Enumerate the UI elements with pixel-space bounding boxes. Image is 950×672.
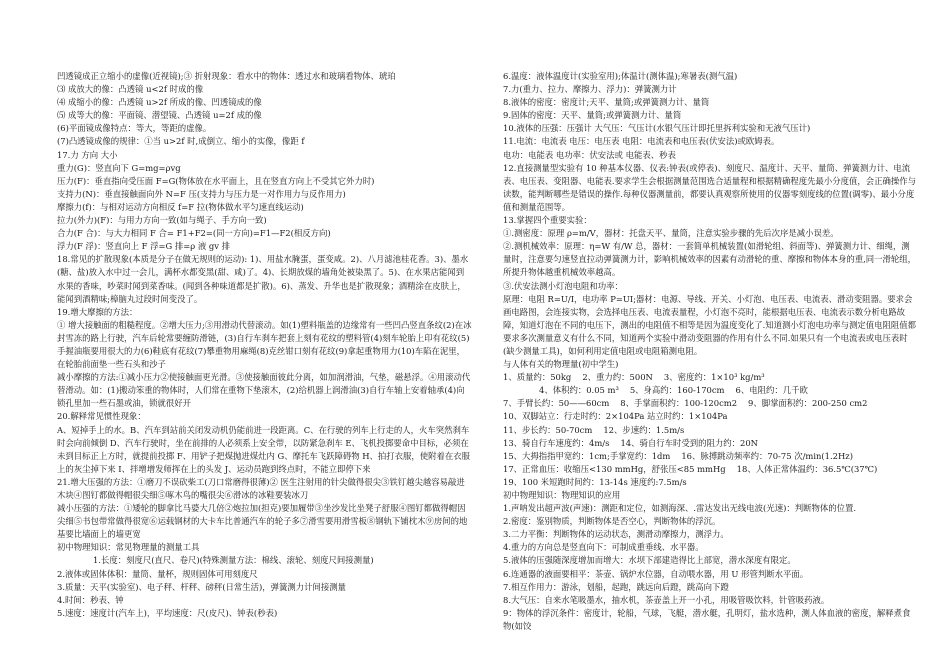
text-line: 重力(G)：竖直向下 G=mg=ρvg: [57, 162, 181, 173]
text-line: 9.固体的密度：天平、量筒;或弹簧测力计、量筒: [503, 110, 682, 121]
text-line: 12.直接测量型实验有 10 种基本仪器、仪表:钟表(或停表)、刻度尺、温度计、天平、量筒、弹簧测力计、电流表、电压表、变阻器、电能表.要求学生会根据测量范围选合适量程和根据精确程度先最小分度值，会正确操作与读数，能判断哪些是错误的操作.每种仪器测量前，都要认真观察所使用的仪器零刻度线的位置(调零)、最小分度值和测量范围等。: [503, 162, 917, 212]
section-heading: 4、体积约：0.05 m³ 5、身高约：160-170cm 6、电阻约：几千欧: [539, 385, 808, 396]
text-line: 6.温度：液体温度计(实验室用);体温计(测体温);寒暑表(测气温): [503, 71, 738, 81]
text-line: 8.大气压：自来水笔吸墨水，抽水机，茶壶盖上开一小孔，用吸管吸饮料，针管吸药液。: [503, 594, 830, 605]
left-column: [57, 70, 472, 670]
text-line: 电功：电能表 电功率：伏安法或 电能表、秒表: [503, 149, 676, 160]
text-line: 原理：电阻 R=U/I，电功率 P=UI;器材：电源、导线、开关、小灯泡、电压表、电流表、滑动变阻器。要求会画电路图，会连接实物，会选择电压表、电流表量程，小灯泡不亮时，能根据电压表、电流表示数分析电路故障，知道灯泡在不同的电压下，测出的电阻值不相等是因为温度变化了.知道测小灯泡电功率与测定值电阻阻值都要求多次测量意义有什么不同，知道两个实验中滑动变阻器的作用有什么不同.如果只有一个电流表或电压表时(缺少测量工具)，如何利用定值电阻或电阻箱测电阻。: [503, 293, 917, 356]
text-line: 9：物体的浮沉条件：密度计，轮船，气球，飞艇，潜水艇，孔明灯，盐水选种，测人体血液的密度，解释煮食物(如饺: [503, 607, 911, 631]
right-column: [503, 70, 918, 670]
text-line: 2.液体或固体体积：量筒、量杯，规则固体可用刻度尺: [57, 568, 258, 579]
text-line: 13.掌握四个重要实验：: [503, 215, 592, 226]
text-line: 合力(F 合)：与大力相同 F 合= F1+F2=(同一方向)=F1—F2(相反方向): [57, 228, 331, 239]
text-line: 初中物理知识：物理知识的应用: [503, 490, 621, 500]
section-heading: 1.长度：刻度尺(直尺、卷尺)(特殊测量方法：棉线、滚轮、刻度尺间接测量): [93, 555, 374, 566]
text-line: 拉力(外力)(F)：与用力方向一致(如与绳子、手方向一致): [57, 215, 267, 226]
text-line: 凹透镜成正立缩小的虚像(近视镜);③ 折射现象：看水中的物体：透过水和玻璃看物体、琥珀: [57, 71, 396, 81]
text-line: 摩擦力(f)：与相对运动方向相反 f=F 拉(物体做水平匀速直线运动): [57, 201, 304, 212]
text-line: 7.力(重力、拉力、摩擦力、浮力)：弹簧测力计: [503, 84, 677, 95]
text-line: ① 增大接触面的粗糙程度。②增大压力;③用滑动代替滚动。如(1)塑料瓶盖的边缘常有一些凹凸竖直条纹(2)在冰封雪冻的路上行驶，汽车后轮常要缠防滑链，(3)自行车刹车把套上刻有花纹的塑料管(4)刻车轮胎上印有花纹(5)手握油瓶要用很大的力(6)鞋底有花纹(7)攀重物用麻绳(8)克丝钳口刻有花纹(9)拿起重物用力(10)车陷在泥里，在轮胎前面垫一些石头和沙子: [57, 319, 472, 370]
text-line: 15、大拇指指甲宽约：1cm;手掌宽约：1dm 16、脉搏跳动频率约：70-75 次/min(1.2Hz): [503, 450, 853, 461]
text-line: 初中物理知识：常见物理量的测量工具: [57, 542, 200, 553]
text-line: ③.伏安法测小灯泡电阻和功率：: [503, 280, 623, 291]
text-line: 1.声呐发出超声波(声速)：测距和定位，如测海深、.雷达发出无线电波(光速)：判断物体的位置.: [503, 503, 857, 514]
text-line: 7、手臂长约：50——60cm 8、手掌面积约：100-120cm2 9、脚掌面积约：200-250 cm2: [503, 398, 868, 409]
text-line: 5.液体的压强随深度增加而增大：水坝下部建造得比上部宽，潜水深度有限定。: [503, 555, 796, 566]
text-line: A、短掉手上的水。B、汽车到站前关闭发动机仍能前进一段距离。C、在行驶的列车上行走的人，火车突然刹车时会向前倾倒 D、汽车行驶时，坐在前排的人必须系上安全带，以防紧急刹车 E、飞机投掷要命中目标，必须在未到目标正上方时，就提前投掷 F、用铲子把煤抛进煤灶内 G、摩托车飞跃障碍物 H、拍打衣服，使附着在衣服上的灰尘掉下来 I、拌增增发师挥在上的头发 J、运动员跑到终点时，不能立即停下来: [57, 424, 471, 474]
text-line: 11.电流：电流表 电压：电压表 电阻：电流表和电压表(伏安法)或欧姆表。: [503, 136, 780, 147]
text-line: 与人体有关的物理量(初中学生): [503, 359, 619, 370]
text-line: ⑸ 成等大的像：平面镜、潜望镜、凸透镜 u=2f 成的像: [57, 110, 262, 121]
text-line: 减小压强的方法：①矮轮的脚拿比马婆大几倍②炮拉加(担克)要加履带③坐沙发比坐凳子舒服④图钉都做得帽因尖细⑤书包带常做得很宽⑥运载钢材的大卡车比普通汽车的轮子多⑦滑雪要用滑雪板⑧钢轨下铺枕木⑨房间的地基要比墙面上的墙更宽: [57, 503, 468, 540]
text-line: 2.密度：鉴别物质，判断物体是否空心，判断物体的浮沉。: [503, 516, 721, 527]
text-line: (7)凸透镜成像的规律：①当 u>2f 时,成倒立、缩小的实像，像距 f: [57, 136, 305, 147]
text-line: 减小摩擦的方法:①减小压力②使接触面更光滑。③使接触面彼此分离，如加润滑油，气垫，磁悬浮。④用滚动代替滑动。如：(1)搬动笨重的物体时，人们常在重物下垫滚木，(2)给机器上润滑油(3)自行车轴上安着轴承(4)向锁孔里加一些石墨或油，锁就很好开: [57, 372, 471, 409]
text-line: 压力(F)：垂直指向受压面 F=G(物体放在水平面上，且在竖直方向上不受其它外力时): [57, 175, 375, 186]
text-line: 3.质量：天平(实验室)、电子秤、杆秤、磅秤(日常生活)，弹簧测力计间接测量: [57, 581, 347, 592]
text-line: ②.测机械效率：原理：η=W 有/W 总，器材：一套简单机械装置(如滑轮组、斜面等)、弹簧测力计、细绳，测量时，注意要匀速竖直拉动弹簧测力计，影响机械效率的因素有动滑轮的重、摩擦和物体本身的重,同一滑轮组，所提升物体越重机械效率越高。: [503, 241, 917, 278]
text-line: 10、双脚站立：行走时约：2×104Pa 站立时约：1×104Pa: [503, 411, 728, 422]
text-line: 4.时间：秒表、钟: [57, 594, 124, 605]
text-line: 支持力(N)：垂直接触面向外 N=F 压(支持力与压力是一对作用力与反作用力): [57, 188, 346, 199]
text-line: 18.常见的扩散现象(本质是分子在做无规则的运动): 1)、用盐水腌蛋，蛋变咸。2)、八月滤池桂花香。3)、墨水(糖、盐)放入水中过一会儿，满杯水都变黑(甜、咸)了。4)、长期放煤的墙角处被染黑了。5)、在水果店能闻到水果的香味，吵菜时闻到菜香味。(闻到各种味道都是扩散)。6)、蒸发、升华也是扩散现象；酒精涂在皮肤上，能闻到酒精味;樟脑丸过段时间变没了。: [57, 254, 469, 304]
text-line: ①.测密度：原理 ρ=m/V，器材：托盘天平、量筒，注意实验步骤的先后次序是减小误差。: [503, 228, 839, 239]
text-line: 21.增大压强的方法：①磨刀不误砍柴工(刀口常磨得很薄)② 医生注射用的针尖做得很尖③铁钉越尖越容易敲进木块④图钉都做得帽很尖细⑤啄木鸟的嘴很尖⑥滑冰的冰鞋要装冰刀: [57, 476, 465, 500]
text-line: 19.增大摩擦的方法：: [57, 306, 138, 317]
text-line: 5.速度：速度计(汽车上)，平均速度：尺(皮尺)、钟表(秒表): [57, 607, 278, 618]
text-line: 3.二力平衡：判断物体的运动状态，测滑动摩擦力，测浮力。: [503, 529, 729, 540]
text-line: ⑷ 成缩小的像：凸透镜 u>2f 所成的像、凹透镜成的像: [57, 97, 262, 108]
text-line: 10.液体的压强：压强计 大气压：气压计(水银气压计即托里拆利实验和无液气压计): [503, 123, 811, 134]
text-line: 4.重力的方向总是竖直向下：可制成重垂线、水平器。: [503, 542, 704, 553]
text-line: 17.力 方向 大小: [57, 149, 118, 160]
text-line: (6)平面镜成像特点：等大，等距的虚像。: [57, 123, 212, 134]
text-line: 8.液体的密度：密度计;天平、量筒;或弹簧测力计、量筒: [503, 97, 710, 108]
text-line: 19、100 米短跑时间约：13-14s 速度约:7.5m/s: [503, 476, 687, 487]
text-line: 浮力(F 浮)：竖直向上 F 浮=G 排=ρ 液 gv 排: [57, 241, 231, 252]
text-line: 6.连通器的液面要相平：茶壶、锅炉水位器，自动喂水器，用 U 形管判断水平面。: [503, 568, 809, 579]
text-line: 7.相互作用力：游泳，划船，起跑，跳远向后蹬，跳高向下蹬: [503, 581, 729, 592]
text-line: 17、正常血压：收缩压<130 mmHg，舒张压<85 mmHg 18、人体正常体温约：36.5℃(37℃): [503, 463, 878, 474]
text-line: 20.解释常见惯性现象：: [57, 411, 146, 422]
text-line: 1、质量约：50kg 2、重力约：500N 3、密度约：1×10³ kg/m³: [503, 372, 765, 383]
text-line: ⑶ 成放大的像：凸透镜 u<2f 时成的像: [57, 84, 204, 95]
text-line: 13、骑自行车速度约：4m/s 14、骑自行车时受到的阻力约：20N: [503, 437, 758, 448]
text-line: 11、步长约：50-70cm 12、步速约：1.5m/s: [503, 424, 685, 435]
